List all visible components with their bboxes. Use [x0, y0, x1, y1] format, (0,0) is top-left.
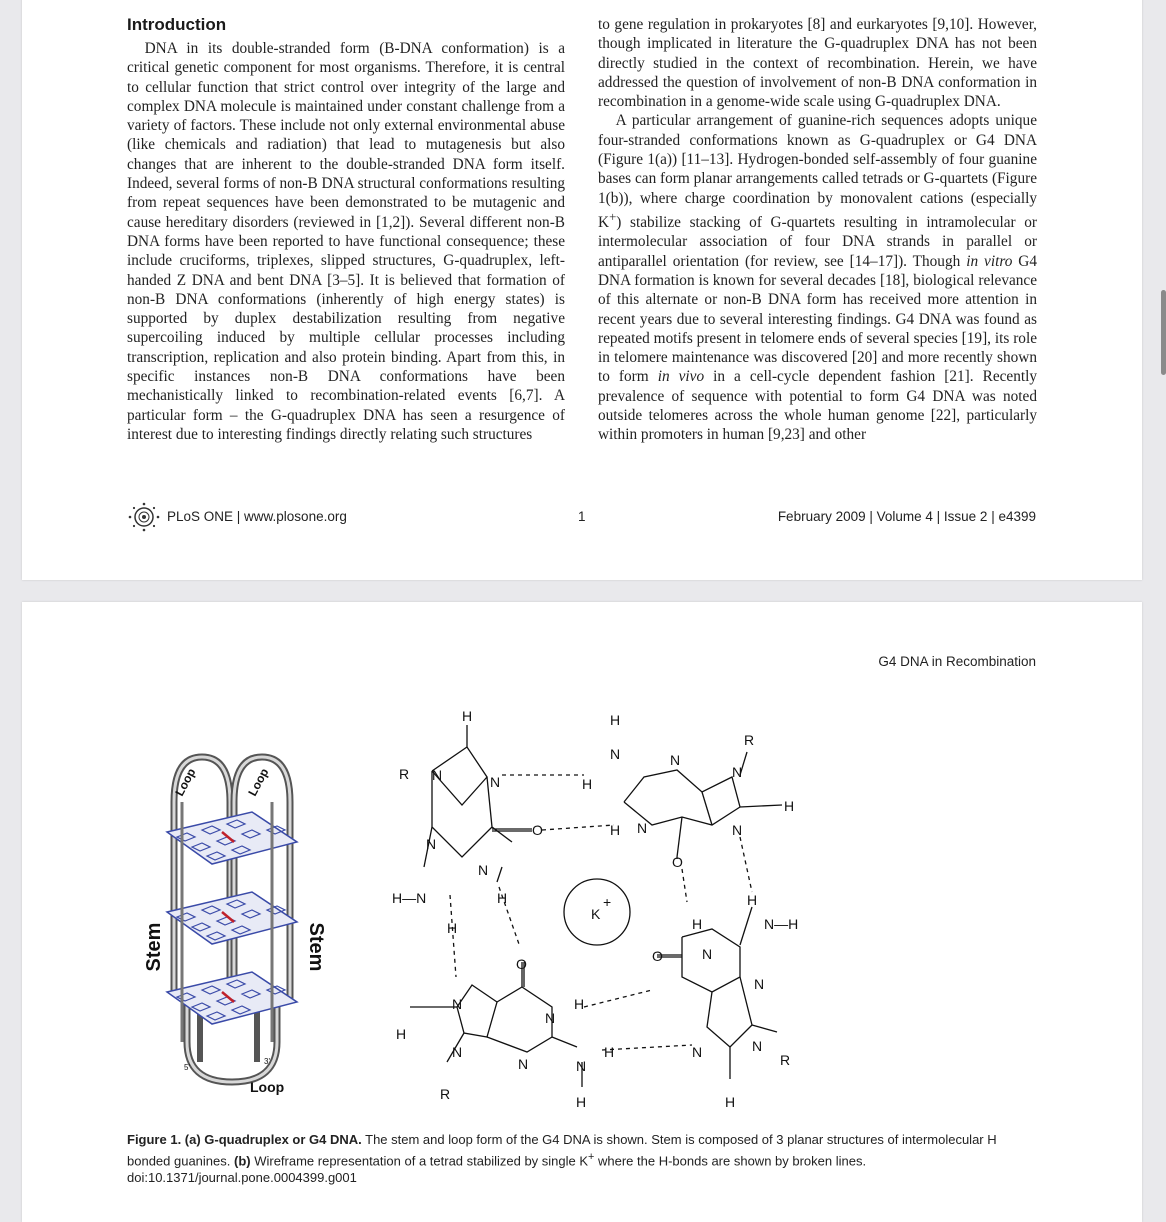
atom-N: N [426, 836, 437, 852]
atom-O: O [532, 822, 543, 838]
cation-symbol: K [591, 906, 601, 922]
page-number: 1 [578, 509, 586, 524]
atom-H: H [725, 1094, 736, 1110]
atom-N: N [670, 752, 681, 768]
figure-caption [127, 1131, 1039, 1187]
atom-R: R [744, 732, 755, 748]
atom-N: N [752, 1038, 763, 1054]
atom-H: H [610, 822, 621, 838]
caption-label-b: (b) [233, 1152, 251, 1168]
tetrad-layer-2 [167, 892, 297, 944]
atom-O: O [652, 948, 663, 964]
cation-charge: + [603, 894, 612, 910]
scrollbar-thumb[interactable] [1161, 290, 1166, 375]
atom-N: N [490, 774, 501, 790]
caption-text-2: Wireframe representation of a tetrad stabilized by single K [250, 1152, 589, 1168]
intro-paragraph-1: DNA in its double-stranded form (B-DNA conformation) is a critical genetic component for most organisms. Therefore, it is central to cellular function that strict control over integrity of the large and complex DNA molecule is maintained under constant challenge from a variety of factors. These include not only external environmental abuse (like chemicals and radiation) that lead to mutagenesis but also changes that are inherent to the double-stranded DNA form itself. Indeed, several forms of non-B DNA structural conformations resulting from repeat sequences have been demonstrated to be mutagenic and cause hereditary disorders (reviewed in [1,2]). Several different non-B DNA forms have been reported to have functional consequence; these include cruciforms, triplexes, slipped structures, G-quadruplex, left-handed Z DNA and bent DNA [3–5]. It is believed that formation of non-B DNA conformations (inherently of high energy states) is supported by duplex destabilization resulting from negative supercoiling induced by multiple cellular processes including transcription, replication and also protein binding. Apart from this, in specific instances non-B DNA conformations have been mechanistically linked to recombination-related events [6,7]. A particular form – the G-quadruplex DNA has seen a resurgence of interest due to interesting findings directly relating such structures [127, 40, 565, 443]
label-stem-right: Stem [305, 922, 327, 972]
atom-H: H [604, 1044, 615, 1060]
caption-text: The stem and loop form of the G4 DNA is shown. Stem is composed of 3 planar structures of intermolecular H bonded guanines. [127, 1132, 997, 1168]
atom-HN: H—N [392, 890, 427, 906]
atom-H: H [610, 712, 621, 728]
italic-in-vitro: in vitro [966, 252, 1013, 270]
atom-N: N [610, 746, 621, 762]
top-loop-right [234, 757, 290, 1002]
atom-N: N [478, 862, 489, 878]
label-stem-left: Stem [143, 922, 165, 972]
label-loop-top-left: Loop [172, 765, 199, 799]
pdf-page-1 [22, 0, 1142, 580]
atom-H: H [576, 1094, 587, 1110]
label-3-prime: 3' [264, 1057, 270, 1066]
caption-doi[interactable]: doi:10.1371/journal.pone.0004399.g001 [127, 1170, 357, 1186]
atom-N: N [692, 1044, 703, 1060]
atom-H: H [462, 708, 473, 724]
running-head: G4 DNA in Recombination [878, 654, 1036, 669]
atom-H: H [574, 996, 585, 1012]
atom-N: N [452, 1044, 463, 1060]
atom-H: H [497, 890, 508, 906]
caption-label: Figure 1. (a) G-quadruplex or G4 DNA. [127, 1132, 362, 1147]
italic-in-vivo: in vivo [657, 368, 705, 386]
right-column [598, 15, 1037, 445]
pdf-page-2 [22, 602, 1142, 1222]
figure-1a-g-quadruplex [122, 742, 332, 1102]
intro-paragraph-3 [598, 111, 1037, 444]
atom-H: H [784, 798, 795, 814]
atom-N: N [545, 1010, 556, 1026]
label-loop-top-right: Loop [245, 765, 272, 799]
journal-footer: PLoS ONE | www.plosone.org [167, 509, 347, 524]
atom-N: N [637, 820, 648, 836]
figure-1b-g-quartet [352, 707, 822, 1117]
atom-N: N [452, 996, 463, 1012]
plos-logo-icon [126, 502, 162, 532]
atom-H: H [396, 1026, 407, 1042]
caption-text-3: where the H-bonds are shown by broken lines. [594, 1152, 867, 1168]
para3-text-cont3: in a cell-cycle dependent fashion [21]. Recently prevalence of sequence with potential to form G4 DNA was noted outside telomeres across the whole human genome [22], particularly within promoters in human [9,23] and other [598, 368, 1037, 444]
atom-N: N [432, 767, 443, 783]
atom-N: N [702, 946, 713, 962]
atom-O: O [672, 854, 683, 870]
left-column [127, 39, 565, 444]
section-heading-introduction: Introduction [127, 15, 227, 34]
atom-N: N [518, 1056, 529, 1072]
intro-paragraph-2: to gene regulation in prokaryotes [8] and eurkaryotes [9,10]. However, though implicated in literature the G-quadruplex DNA has not been directly studied in the context of recombination. Herein, we have addressed the question of involvement of non-B DNA conformation in recombination in a genome-wide scale using G-quadruplex DNA. [598, 16, 1037, 111]
caption-superscript: + [588, 1150, 595, 1163]
label-loop-bottom: Loop [250, 1079, 285, 1095]
atom-O: O [516, 956, 527, 972]
atom-R: R [399, 766, 410, 782]
para3-text-cont: ) stabilize stacking of G-quartets resulting in intramolecular or intermolecular association of four DNA strands in parallel or antiparallel orientation (for review, see [14–17]). Though [598, 214, 1037, 270]
label-5-prime: 5' [184, 1063, 190, 1072]
top-loop-right-hl [234, 757, 290, 1002]
tetrad-layer-1 [167, 812, 297, 864]
issue-info: February 2009 | Volume 4 | Issue 2 | e4399 [777, 509, 1036, 524]
para3-text: A particular arrangement of guanine-rich sequences adopts unique four-stranded conformations known as G-quadruplex or G4 DNA (Figure 1(a)) [11–13]. Hydrogen-bonded self-assembly of four guanine bases can form planar arrangements called tetrads or G-quartets (Figure 1(b)), where charge coordination by monovalent cations (especially K [598, 112, 1037, 232]
atom-N: N [576, 1058, 587, 1074]
atom-NH: N—H [764, 916, 799, 932]
atom-H: H [582, 776, 593, 792]
atom-R: R [440, 1086, 451, 1102]
cation-superscript: + [609, 209, 617, 224]
atom-R: R [780, 1052, 791, 1068]
para3-text-cont2: G4 DNA formation is known for several decades [18], biological relevance of this alternate or non-B DNA form has received more attention in recent years due to several interesting findings. G4 DNA was found as repeated motifs present in telomere ends of several species [19], its role in telomere maintenance was discovered [20] and more recently shown to form [598, 252, 1038, 386]
atom-H: H [447, 920, 458, 936]
atom-N: N [732, 764, 743, 780]
atom-N: N [754, 976, 765, 992]
atom-N: N [732, 822, 743, 838]
atom-H: H [747, 892, 758, 908]
atom-H: H [692, 916, 703, 932]
